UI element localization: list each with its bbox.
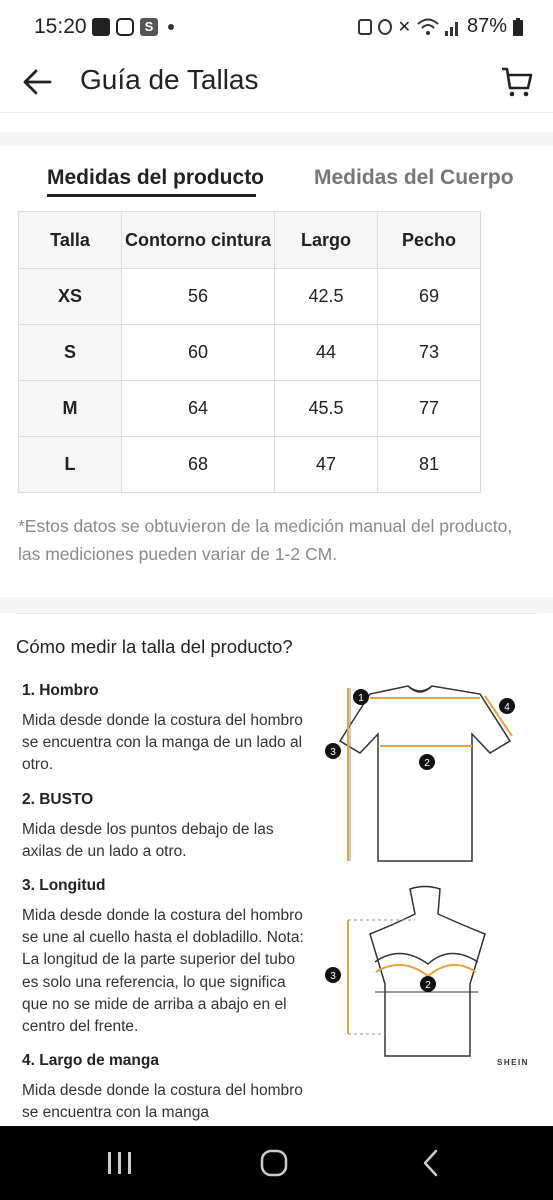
header-largo: Largo <box>275 212 378 269</box>
step-heading: 2. BUSTO <box>22 790 94 808</box>
cell-value: 77 <box>378 381 481 437</box>
tubetop-measure-illustration <box>320 884 530 1064</box>
header-contorno-cintura: Contorno cintura <box>122 212 275 269</box>
mute-icon: ✕ <box>397 18 411 36</box>
status-time: 15:20 <box>34 15 87 38</box>
step-text: Mida desde donde la costura del hombro se encuentra con la manga <box>22 1082 303 1122</box>
svg-text:4: 4 <box>504 702 510 713</box>
battery-icon <box>513 18 523 36</box>
back-nav-button[interactable] <box>412 1146 452 1180</box>
cell-value: 73 <box>378 325 481 381</box>
cell-value: 69 <box>378 269 481 325</box>
measure-steps <box>22 682 312 1139</box>
recent-apps-button[interactable] <box>100 1146 140 1180</box>
status-left-icons <box>92 16 174 38</box>
table-row <box>19 269 481 325</box>
tab-medidas-cuerpo[interactable]: Medidas del Cuerpo <box>314 166 514 189</box>
svg-text:3: 3 <box>330 971 336 982</box>
status-bar <box>0 0 553 52</box>
wifi-icon <box>417 18 439 36</box>
cell-value: 56 <box>122 269 275 325</box>
step-text: Mida desde los puntos debajo de las axilas de un lado a otro. <box>22 820 274 860</box>
tab-medidas-producto[interactable]: Medidas del producto <box>47 166 265 189</box>
cell-size: L <box>19 437 122 493</box>
divider-line <box>16 613 537 614</box>
alarm-icon <box>378 19 392 35</box>
system-nav-bar <box>0 1126 553 1200</box>
recent-apps-icon <box>100 1146 140 1180</box>
shein-app-icon: S <box>140 18 158 36</box>
back-button[interactable] <box>20 64 56 100</box>
step-heading: 4. Largo de manga <box>22 1052 159 1070</box>
table-row <box>19 381 481 437</box>
svg-text:2: 2 <box>424 758 430 769</box>
cart-icon <box>499 64 535 100</box>
cell-value: 81 <box>378 437 481 493</box>
active-tab-indicator <box>47 194 256 197</box>
step-heading: 3. Longitud <box>22 877 106 895</box>
table-row <box>19 437 481 493</box>
cell-size: M <box>19 381 122 437</box>
gallery-icon <box>92 18 110 36</box>
app-header <box>0 52 553 113</box>
cell-value: 45.5 <box>275 381 378 437</box>
marker-3 <box>325 743 341 759</box>
svg-text:2: 2 <box>425 980 431 991</box>
back-icon <box>412 1146 452 1180</box>
section-divider <box>0 132 553 146</box>
marker-2 <box>420 976 436 992</box>
header-pecho: Pecho <box>378 212 481 269</box>
cell-value: 64 <box>122 381 275 437</box>
marker-3 <box>325 967 341 983</box>
brand-watermark: SHEIN <box>497 1058 529 1067</box>
battery-percent: 87% <box>466 15 507 37</box>
how-to-measure-title: Cómo medir la talla del producto? <box>16 636 293 657</box>
marker-1 <box>353 689 369 705</box>
cell-value: 42.5 <box>275 269 378 325</box>
dot-icon <box>168 24 174 30</box>
home-button[interactable] <box>254 1146 294 1180</box>
marker-4 <box>499 698 515 714</box>
table-header-row <box>19 212 481 269</box>
size-table <box>18 211 481 493</box>
cell-value: 44 <box>275 325 378 381</box>
header-talla: Talla <box>19 212 122 269</box>
svg-text:1: 1 <box>358 693 364 704</box>
cell-value: 60 <box>122 325 275 381</box>
step-text: Mida desde donde la costura del hombro se une al cuello hasta el dobladillo. Nota: La longitud de la parte superior del tubo es solo una referencia, lo que significa que no se mide de arriba a abajo en el centro del frente. <box>22 907 304 1036</box>
cell-value: 68 <box>122 437 275 493</box>
marker-2 <box>419 754 435 770</box>
svg-text:3: 3 <box>330 747 336 758</box>
step-heading: 1. Hombro <box>22 682 99 699</box>
battery-saver-icon <box>358 19 372 35</box>
cell-value: 47 <box>275 437 378 493</box>
tshirt-measure-illustration <box>320 676 520 866</box>
page-title: Guía de Tallas <box>80 64 259 95</box>
arrow-left-icon <box>20 64 56 100</box>
cart-button[interactable] <box>499 64 535 100</box>
step-text: Mida desde donde la costura del hombro se encuentra con la manga de un lado al otro. <box>22 712 303 774</box>
section-divider <box>0 597 553 613</box>
signal-icon <box>445 18 461 36</box>
measurement-note: *Estos datos se obtuvieron de la medición manual del producto, las mediciones pueden variar de 1-2 CM. <box>18 516 513 564</box>
measure-tabs <box>0 160 553 200</box>
instagram-icon <box>116 18 134 36</box>
table-row <box>19 325 481 381</box>
status-right-icons <box>358 15 523 38</box>
home-icon <box>254 1146 294 1180</box>
cell-size: XS <box>19 269 122 325</box>
cell-size: S <box>19 325 122 381</box>
